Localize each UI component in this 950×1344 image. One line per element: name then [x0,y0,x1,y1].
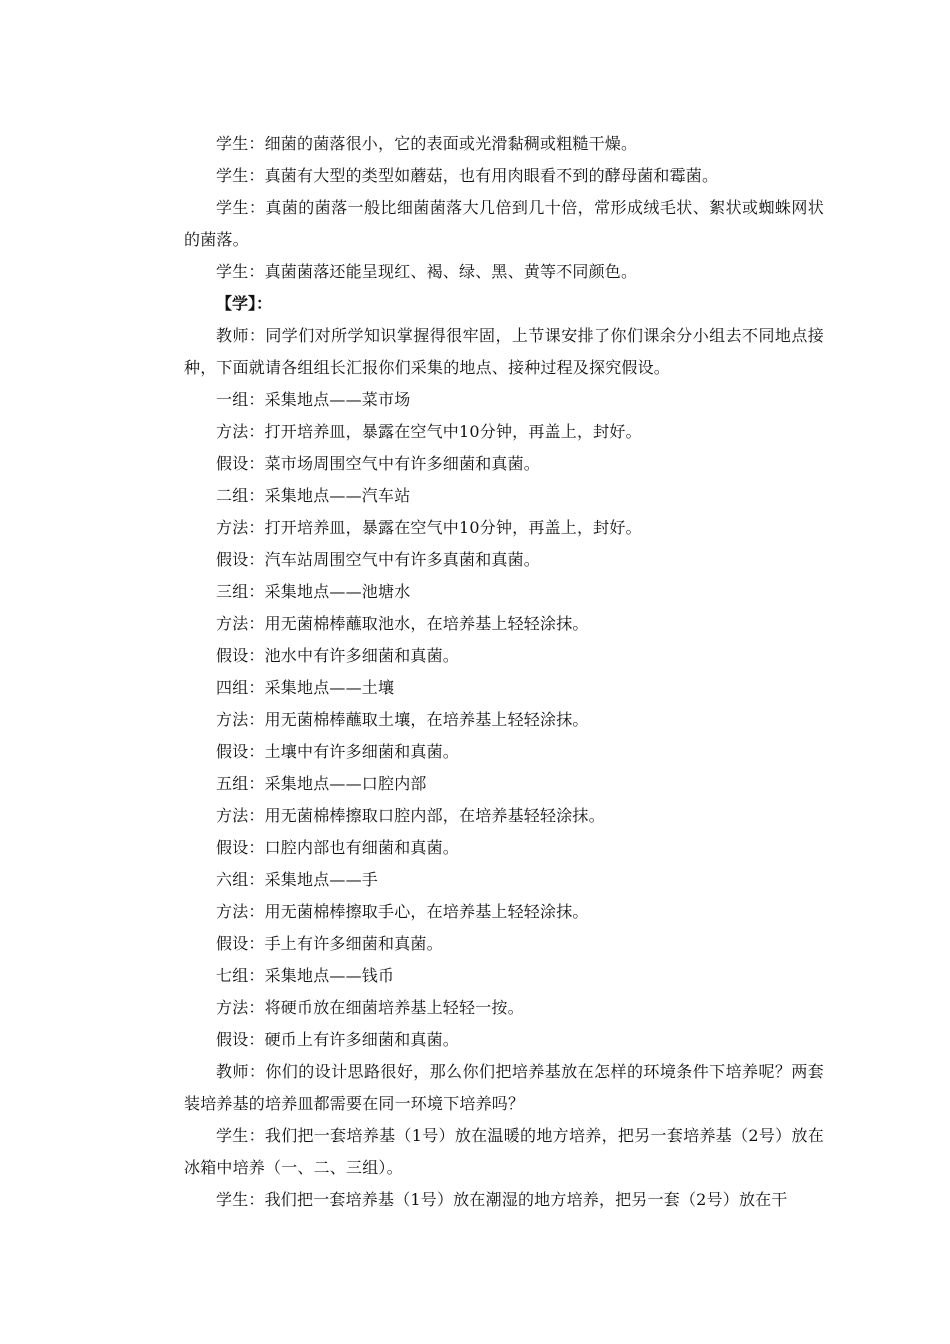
paragraph: 二组：采集地点——汽车站 [216,486,411,505]
paragraph: 学生：真菌有大型的类型如蘑菇，也有用肉眼看不到的酵母菌和霉菌。 [216,166,719,185]
paragraph: 假设：土壤中有许多细菌和真菌。 [216,742,460,761]
paragraph: 方法：打开培养皿，暴露在空气中10分钟，再盖上，封好。 [216,518,642,537]
paragraph: 假设：汽车站周围空气中有许多真菌和真菌。 [216,550,541,569]
paragraph: 方法：用无菌棉棒擦取口腔内部，在培养基轻轻涂抹。 [216,806,605,825]
paragraph: 一组：采集地点——菜市场 [216,390,411,409]
paragraph: 学生：我们把一套培养基（1号）放在潮湿的地方培养，把另一套（2号）放在干 [216,1190,788,1209]
paragraph: 学生：真菌的菌落一般比细菌菌落大几倍到几十倍，常形成绒毛状、絮状或蜘蛛网状的菌落。 [184,198,824,249]
paragraph: 假设：口腔内部也有细菌和真菌。 [216,838,460,857]
paragraph: 学生：我们把一套培养基（1号）放在温暖的地方培养，把另一套培养基（2号）放在冰箱中培养（一、二、三组）。 [184,1126,824,1177]
paragraph: 方法：将硬币放在细菌培养基上轻轻一按。 [216,998,524,1017]
paragraph: 假设：池水中有许多细菌和真菌。 [216,646,460,665]
paragraph: 教师：你们的设计思路很好，那么你们把培养基放在怎样的环境条件下培养呢？两套装培养基的培养皿都需要在同一环境下培养吗？ [184,1062,824,1113]
paragraph: 七组：采集地点——钱币 [216,966,395,985]
paragraph: 三组：采集地点——池塘水 [216,582,411,601]
paragraph: 四组：采集地点——土壤 [216,678,395,697]
paragraph: 假设：菜市场周围空气中有许多细菌和真菌。 [216,454,541,473]
section-heading: 【学】： [216,294,273,313]
paragraph: 假设：手上有许多细菌和真菌。 [216,934,443,953]
paragraph: 五组：采集地点——口腔内部 [216,774,427,793]
paragraph: 方法：用无菌棉棒蘸取池水，在培养基上轻轻涂抹。 [216,614,589,633]
document-page [184,128,824,1216]
paragraph: 方法：用无菌棉棒蘸取土壤，在培养基上轻轻涂抹。 [216,710,589,729]
paragraph: 教师：同学们对所学知识掌握得很牢固，上节课安排了你们课余分小组去不同地点接种，下面就请各组组长汇报你们采集的地点、接种过程及探究假设。 [184,326,824,377]
paragraph: 方法：用无菌棉棒擦取手心，在培养基上轻轻涂抹。 [216,902,589,921]
paragraph: 方法：打开培养皿，暴露在空气中10分钟，再盖上，封好。 [216,422,642,441]
paragraph: 假设：硬币上有许多细菌和真菌。 [216,1030,460,1049]
paragraph: 学生：细菌的菌落很小，它的表面或光滑黏稠或粗糙干燥。 [216,134,638,153]
paragraph: 六组：采集地点——手 [216,870,379,889]
paragraph: 学生：真菌菌落还能呈现红、褐、绿、黑、黄等不同颜色。 [216,262,638,281]
